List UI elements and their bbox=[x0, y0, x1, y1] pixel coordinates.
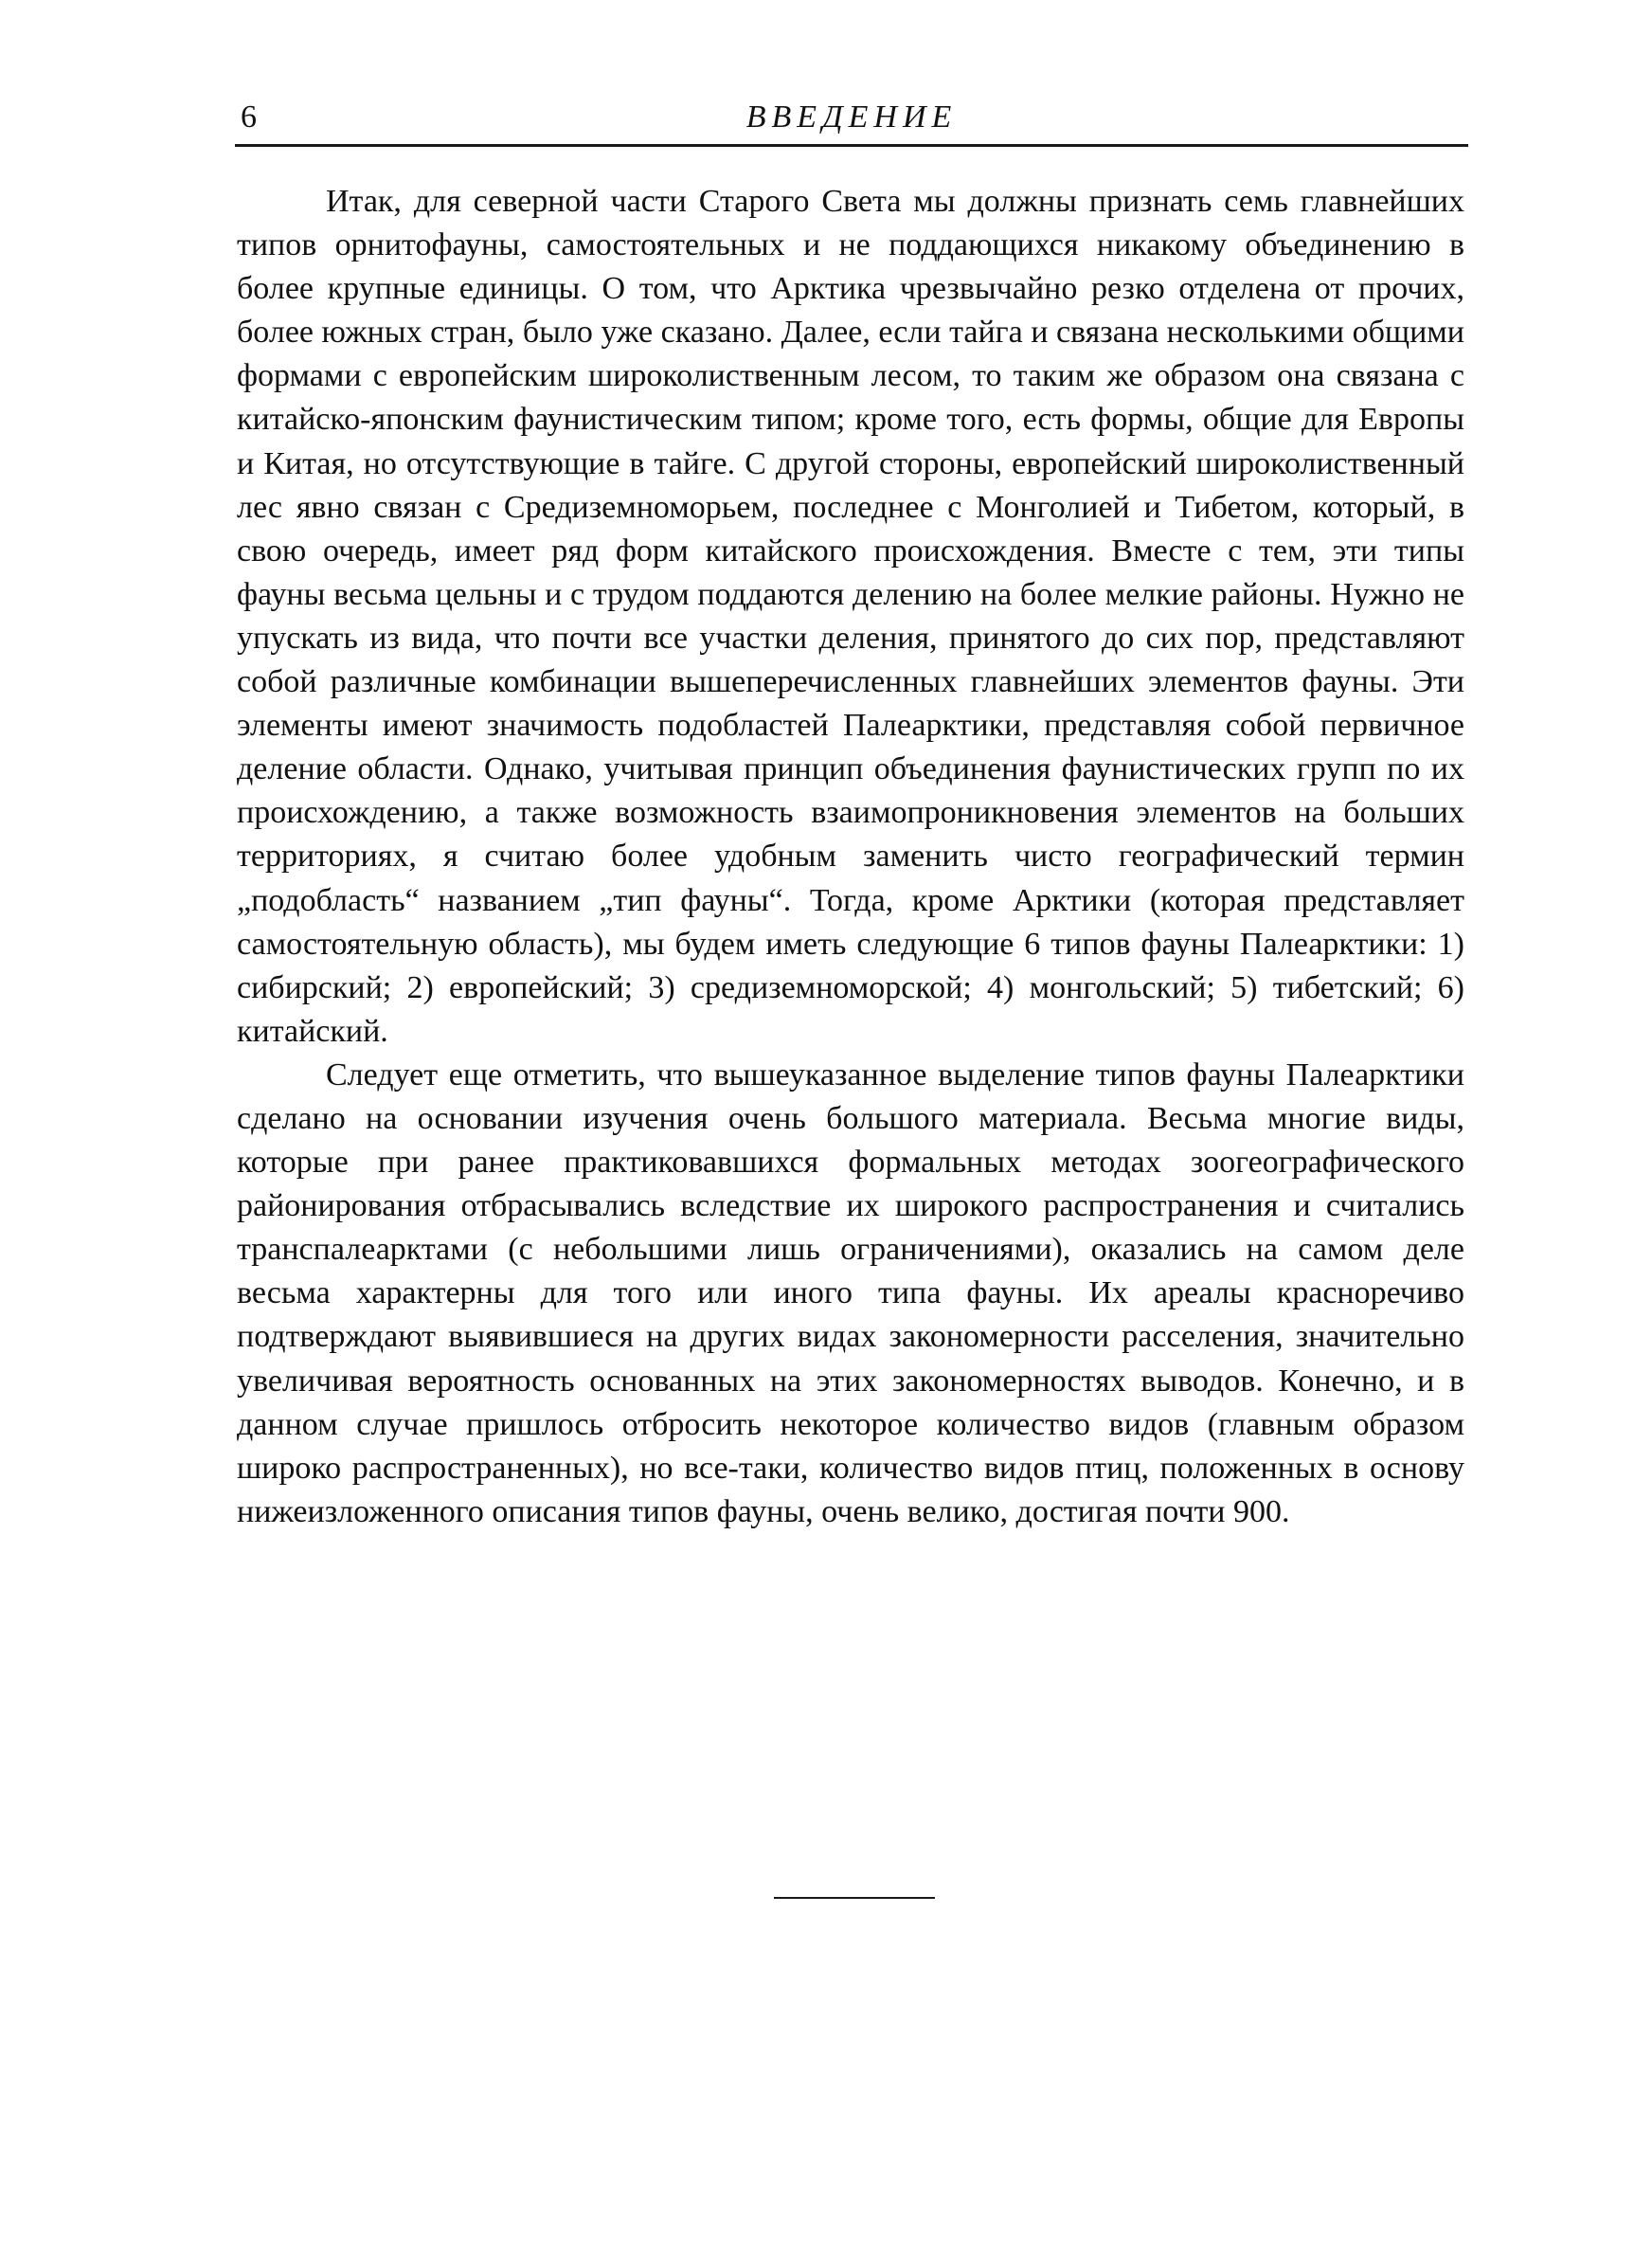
running-title: ВВЕДЕНИЕ bbox=[745, 99, 958, 135]
end-rule bbox=[774, 1897, 935, 1899]
page-header bbox=[235, 95, 1468, 147]
paragraph-1: Итак, для северной части Старого Света мы должны признать семь главнейших типов орнитофауны, самостоятельных и не поддающихся никакому объединению в более крупные единицы. О том, что Арктика чрезвычайно резко отделена от прочих, более южных стран, было уже сказано. Далее, если тайга и связана несколькими общими формами с европейским широколиственным лесом, то таким же образом она связана с китайско-японским фаунистическим типом; кроме того, есть формы, общие для Европы и Китая, но отсутствующие в тайге. С другой стороны, европейский широколиственный лес явно связан с Средиземноморьем, последнее с Монголией и Тибетом, который, в свою очередь, имеет ряд форм китайского происхождения. Вместе с тем, эти типы фауны весьма цельны и с трудом поддаются делению на более мелкие районы. Нужно не упускать из вида, что почти все участки деления, принятого до сих пор, представляют собой различные комбинации вышеперечисленных главнейших элементов фауны. Эти элементы имеют значимость подобластей Палеарктики, представляя собой первичное деление области. Однако, учитывая принцип объединения фаунистических групп по их происхождению, а также возможность взаимопроникновения элементов на больших территориях, я считаю более удобным заменить чисто географический термин „подобласть“ названием „тип фауны“. Тогда, кроме Арктики (которая представляет самостоятельную область), мы будем иметь следующие 6 типов фауны Палеарктики: 1) сибирский; 2) европейский; 3) средиземноморской; 4) монгольский; 5) тибетский; 6) китайский. bbox=[237, 184, 1464, 1049]
page-number: 6 bbox=[241, 99, 257, 135]
paragraph-2: Следует еще отметить, что вышеуказанное выделение типов фауны Палеарктики сделано на основании изучения очень большого материала. Весьма многие виды, которые при ранее практиковавшихся формальных методах зоогеографического районирования отбрасывались вследствие их широкого распространения и считались транспалеарктами (с небольшими лишь ограничениями), оказались на самом деле весьма характерны для того или иного типа фауны. Их ареалы красноречиво подтверждают выявившиеся на других видах закономерности расселения, значительно увеличивая вероятность основанных на этих закономерностях выводов. Конечно, и в данном случае пришлось отбросить некоторое количество видов (главным образом широко распространенных), но все-таки, количество видов птиц, положенных в основу нижеизложенного описания типов фауны, очень велико, достигая почти 900. bbox=[237, 1056, 1464, 1529]
body-text bbox=[237, 180, 1464, 1534]
